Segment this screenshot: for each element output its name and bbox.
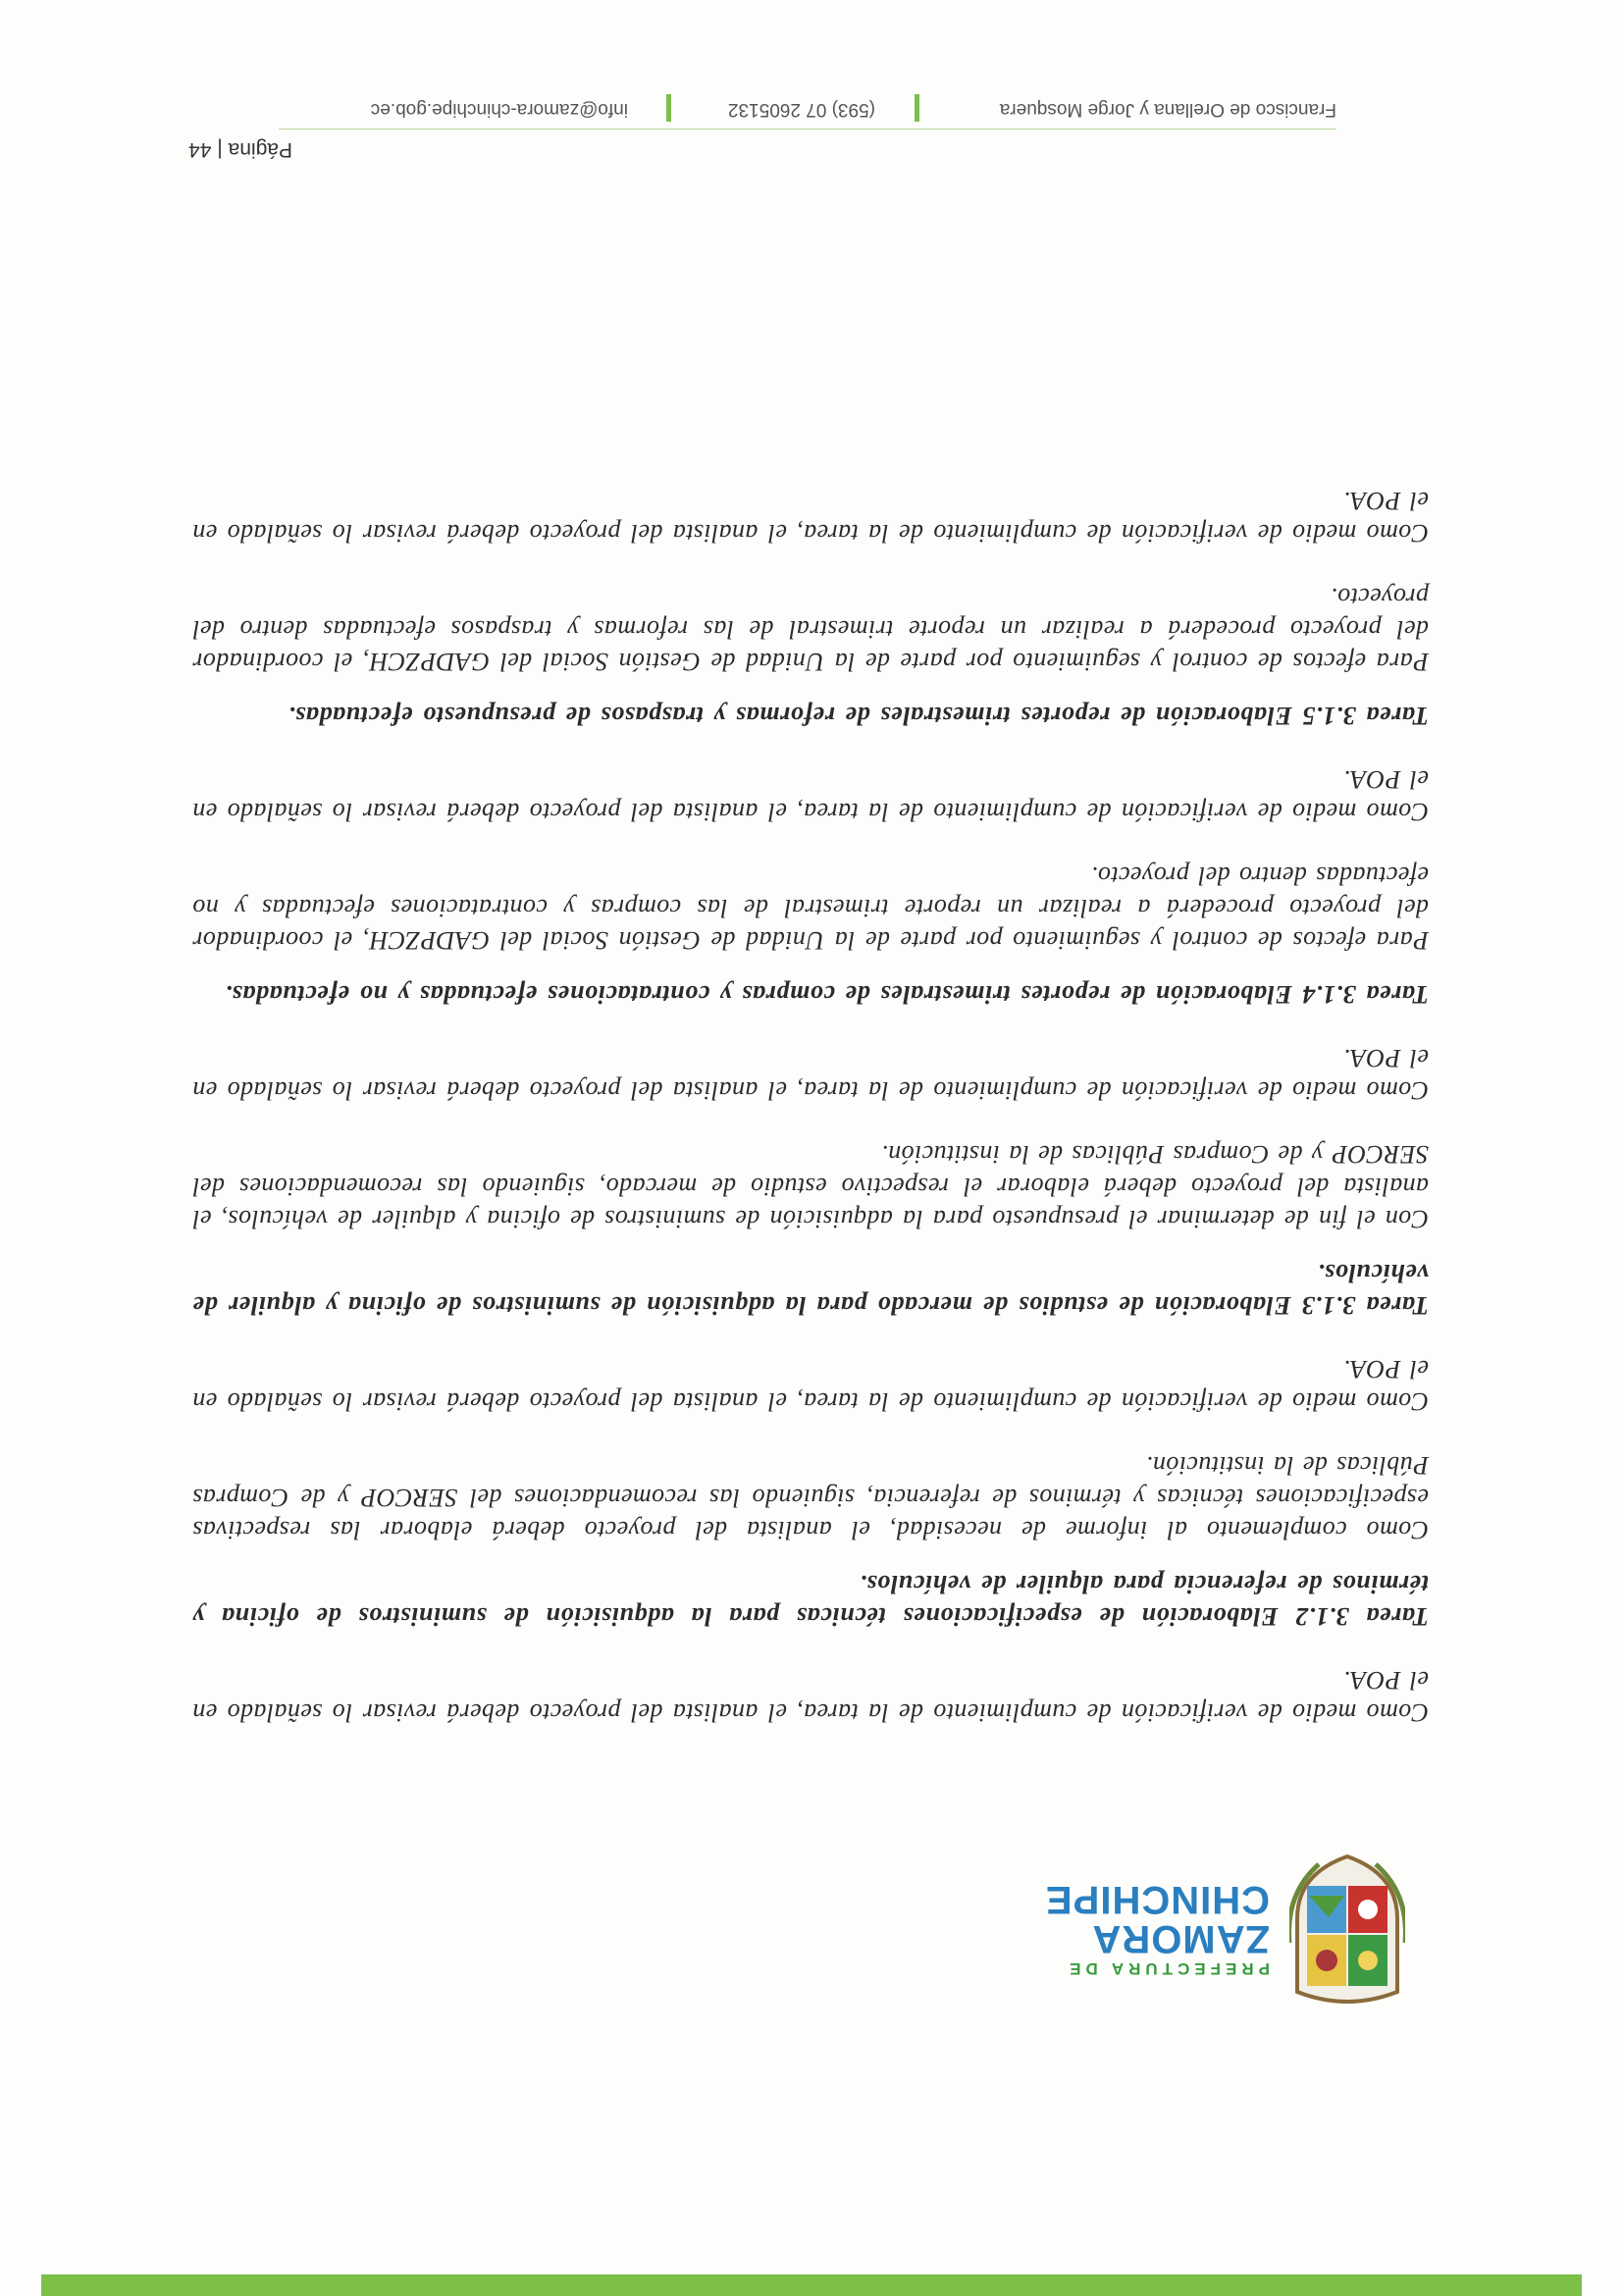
logo-text-prefectura: PREFECTURA DE (1065, 1959, 1270, 1978)
footer-separator (666, 94, 671, 122)
task-heading: Tarea 3.1.2 Elaboración de especificaciones técnicas para la adquisición de suministros de oficina y términos de referencia para alquiler de vehículos. (192, 1570, 1429, 1631)
logo-text-chinchipe: CHINCHIPE (1044, 1878, 1270, 1921)
top-green-band (41, 2274, 1582, 2296)
body-paragraph: Como complemento al informe de necesidad, el analista del proyecto deberá elaborar las respectivas especificaciones técnicas y términos de referencia, siguiendo las recomendaciones del SERCOP y de Compras Públicas de la institución. (192, 1451, 1429, 1544)
prefectura-logo (1044, 1854, 1405, 2011)
footer-phone: (593) 07 2605132 (727, 99, 875, 120)
footer-divider (279, 129, 1336, 130)
footer-address: Francisco de Orellana y Jorge Mosquera (999, 99, 1336, 120)
page-number: Página | 44 (188, 138, 292, 161)
body-paragraph: Para efectos de control y seguimiento por parte de la Unidad de Gestión Social del GADPZCH, el coordinador del proyecto procederá a realizar un reporte trimestral de las reformas y traspasos efectuadas dentro del proyecto. (192, 583, 1429, 676)
task-heading: Tarea 3.1.3 Elaboración de estudios de mercado para la adquisición de suministros de oficina y alquiler de vehículos. (192, 1259, 1429, 1320)
body-paragraph: Como medio de verificación de cumplimiento de la tarea, el analista del proyecto deberá revisar lo señalado en el POA. (192, 1666, 1429, 1727)
logo-text-zamora: ZAMORA (1091, 1917, 1270, 1960)
footer-separator (915, 94, 919, 122)
coat-of-arms-icon (1289, 1854, 1405, 2011)
task-heading: Tarea 3.1.4 Elaboración de reportes trimestrales de compras y contrataciones efectuadas y no efectuadas. (224, 980, 1429, 1009)
body-paragraph: Para efectos de control y seguimiento por parte de la Unidad de Gestión Social del GADPZCH, el coordinador del proyecto procederá a realizar un reporte trimestral de las compras y contrataciones efectuadas y no efectuadas dentro del proyecto. (192, 861, 1429, 955)
body-paragraph: Con el fin de determinar el presupuesto para la adquisición de suministros de oficina y alquiler de vehículos, el analista del proyecto deberá elaborar el respectivo estudio de mercado, siguiendo las recomendaciones del SERCOP y de Compras Públicas de la institución. (192, 1140, 1429, 1233)
body-paragraph: Como medio de verificación de cumplimiento de la tarea, el analista del proyecto deberá revisar lo señalado en el POA. (192, 765, 1429, 826)
body-paragraph: Como medio de verificación de cumplimiento de la tarea, el analista del proyecto deberá revisar lo señalado en el POA. (192, 1355, 1429, 1416)
footer-contact-row (277, 92, 1336, 122)
footer-email: info@zamora-chinchipe.gob.ec (370, 99, 628, 120)
task-heading: Tarea 3.1.5 Elaboración de reportes trimestrales de reformas y traspasos de presupuesto efectuadas. (288, 702, 1429, 730)
body-content (192, 453, 1429, 1729)
body-paragraph: Como medio de verificación de cumplimiento de la tarea, el analista del proyecto deberá revisar lo señalado en el POA. (192, 1044, 1429, 1105)
body-paragraph: Como medio de verificación de cumplimiento de la tarea, el analista del proyecto deberá revisar lo señalado en el POA. (192, 487, 1429, 548)
